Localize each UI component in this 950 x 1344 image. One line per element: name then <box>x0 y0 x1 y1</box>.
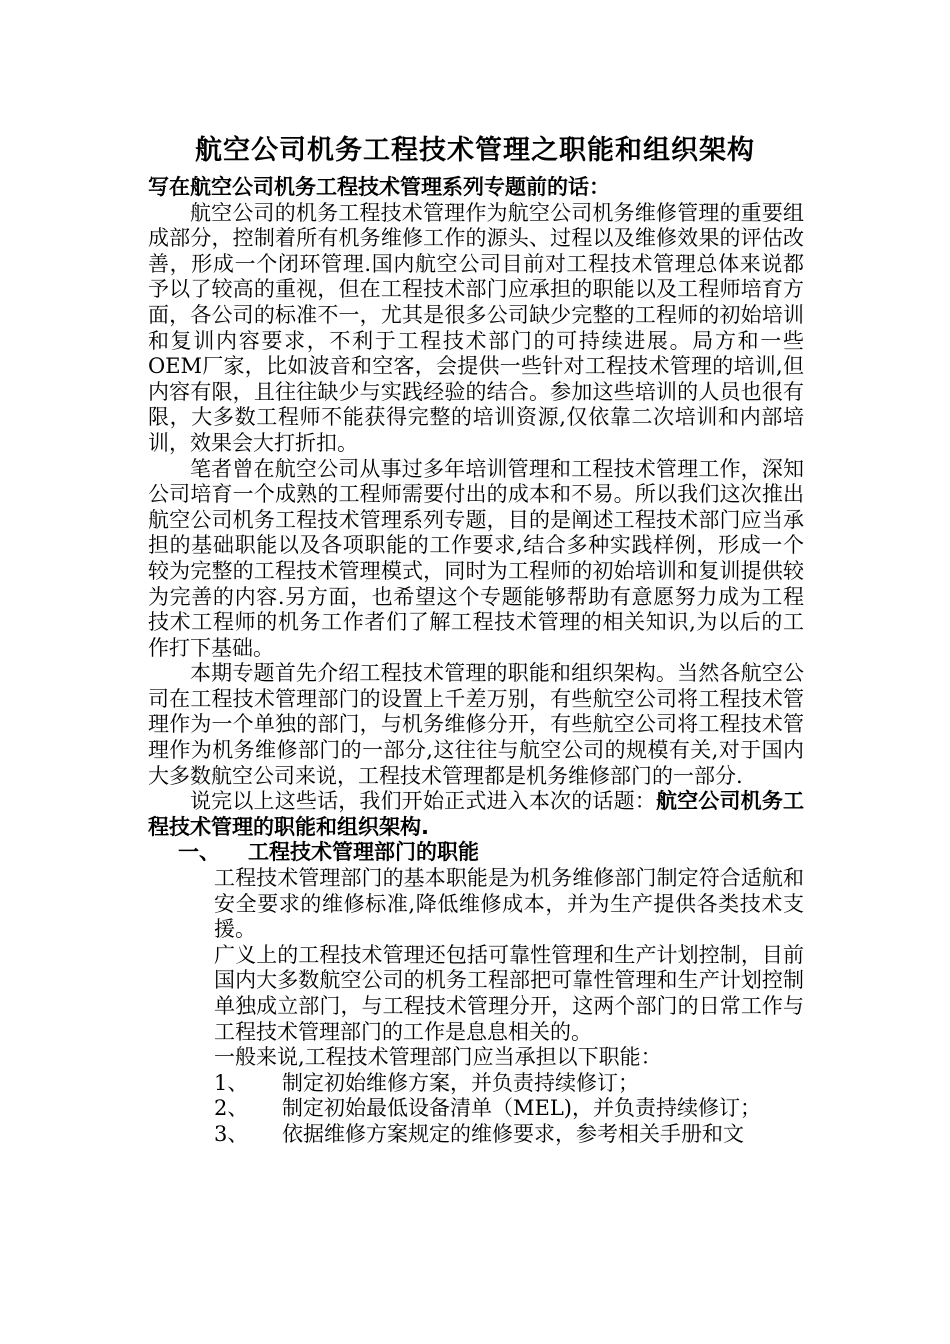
list-item-number: 2、 <box>214 1096 249 1121</box>
intro-heading: 写在航空公司机务工程技术管理系列专题前的话： <box>148 175 610 199</box>
transition-paragraph <box>148 789 804 840</box>
section-1-paragraph-2: 广义上的工程技术管理还包括可靠性管理和生产计划控制，目前国内大多数航空公司的机务工程部把可靠性管理和生产计划控制单独成立部门，与工程技术管理分开，这两个部门的日常工作与工程技术管理部门的工作是息息相关的。 <box>214 942 804 1044</box>
list-item <box>148 1071 804 1097</box>
list-item-text: 制定初始维修方案，并负责持续修订； <box>282 1070 639 1095</box>
paragraph-2: 笔者曾在航空公司从事过多年培训管理和工程技术管理工作，深知公司培育一个成熟的工程师需要付出的成本和不易。所以我们这次推出航空公司机务工程技术管理系列专题，目的是阐述工程技术部门应当承担的基础职能以及各项职能的工作要求,结合多种实践样例，形成一个较为完整的工程技术管理模式，同时为工程师的初始培训和复训提供较为完善的内容.另方面，也希望这个专题能够帮助有意愿努力成为工程技术工程师的机务工作者们了解工程技术管理的相关知识,为以后的工作打下基础。 <box>148 456 804 660</box>
section-1-number: 一、 <box>178 840 220 865</box>
document-body <box>148 175 804 1148</box>
section-1-paragraph-3: 一般来说,工程技术管理部门应当承担以下职能： <box>214 1045 662 1070</box>
list-item-text: 制定初始最低设备清单（MEL)，并负责持续修订； <box>282 1096 761 1121</box>
section-1-paragraph-1: 工程技术管理部门的基本职能是为机务维修部门制定符合适航和安全要求的维修标准,降低维修成本，并为生产提供各类技术支援。 <box>214 866 804 942</box>
section-1-title: 工程技术管理部门的职能 <box>248 840 479 865</box>
list-item-number: 3、 <box>214 1121 249 1146</box>
list-item <box>148 1096 804 1122</box>
page-title: 航空公司机务工程技术管理之职能和组织架构 <box>195 135 755 166</box>
transition-emphasis: 航空公司机务工程技术管理的职能和组织架构. <box>148 789 805 839</box>
paragraph-1: 航空公司的机务工程技术管理作为航空公司机务维修管理的重要组成部分，控制着所有机务维修工作的源头、过程以及维修效果的评估改善，形成一个闭环管理.国内航空公司目前对工程技术管理总体来说都予以了较高的重视，但在工程技术部门应承担的职能以及工程师培育方面，各公司的标准不一，尤其是很多公司缺少完整的工程师的初始培训和复训内容要求，不利于工程技术部门的可持续进展。局方和一些OEM厂家，比如波音和空客，会提供一些针对工程技术管理的培训,但内容有限，且往往缺少与实践经验的结合。参加这些培训的人员也很有限，大多数工程师不能获得完整的培训资源,仅依靠二次培训和内部培训，效果会大打折扣。 <box>148 200 804 455</box>
list-item-text: 依据维修方案规定的维修要求，参考相关手册和文 <box>282 1121 744 1146</box>
section-1-heading <box>148 840 804 866</box>
list-item <box>148 1122 804 1148</box>
paragraph-3: 本期专题首先介绍工程技术管理的职能和组织架构。当然各航空公司在工程技术管理部门的设置上千差万别，有些航空公司将工程技术管理作为一个单独的部门，与机务维修分开，有些航空公司将工程技术管理作为机务维修部门的一部分,这往往与航空公司的规模有关,对于国内大多数航空公司来说，工程技术管理都是机务维修部门的一部分. <box>148 661 804 788</box>
transition-lead: 说完以上这些话，我们开始正式进入本次的话题： <box>190 789 656 814</box>
list-item-number: 1、 <box>214 1070 249 1095</box>
